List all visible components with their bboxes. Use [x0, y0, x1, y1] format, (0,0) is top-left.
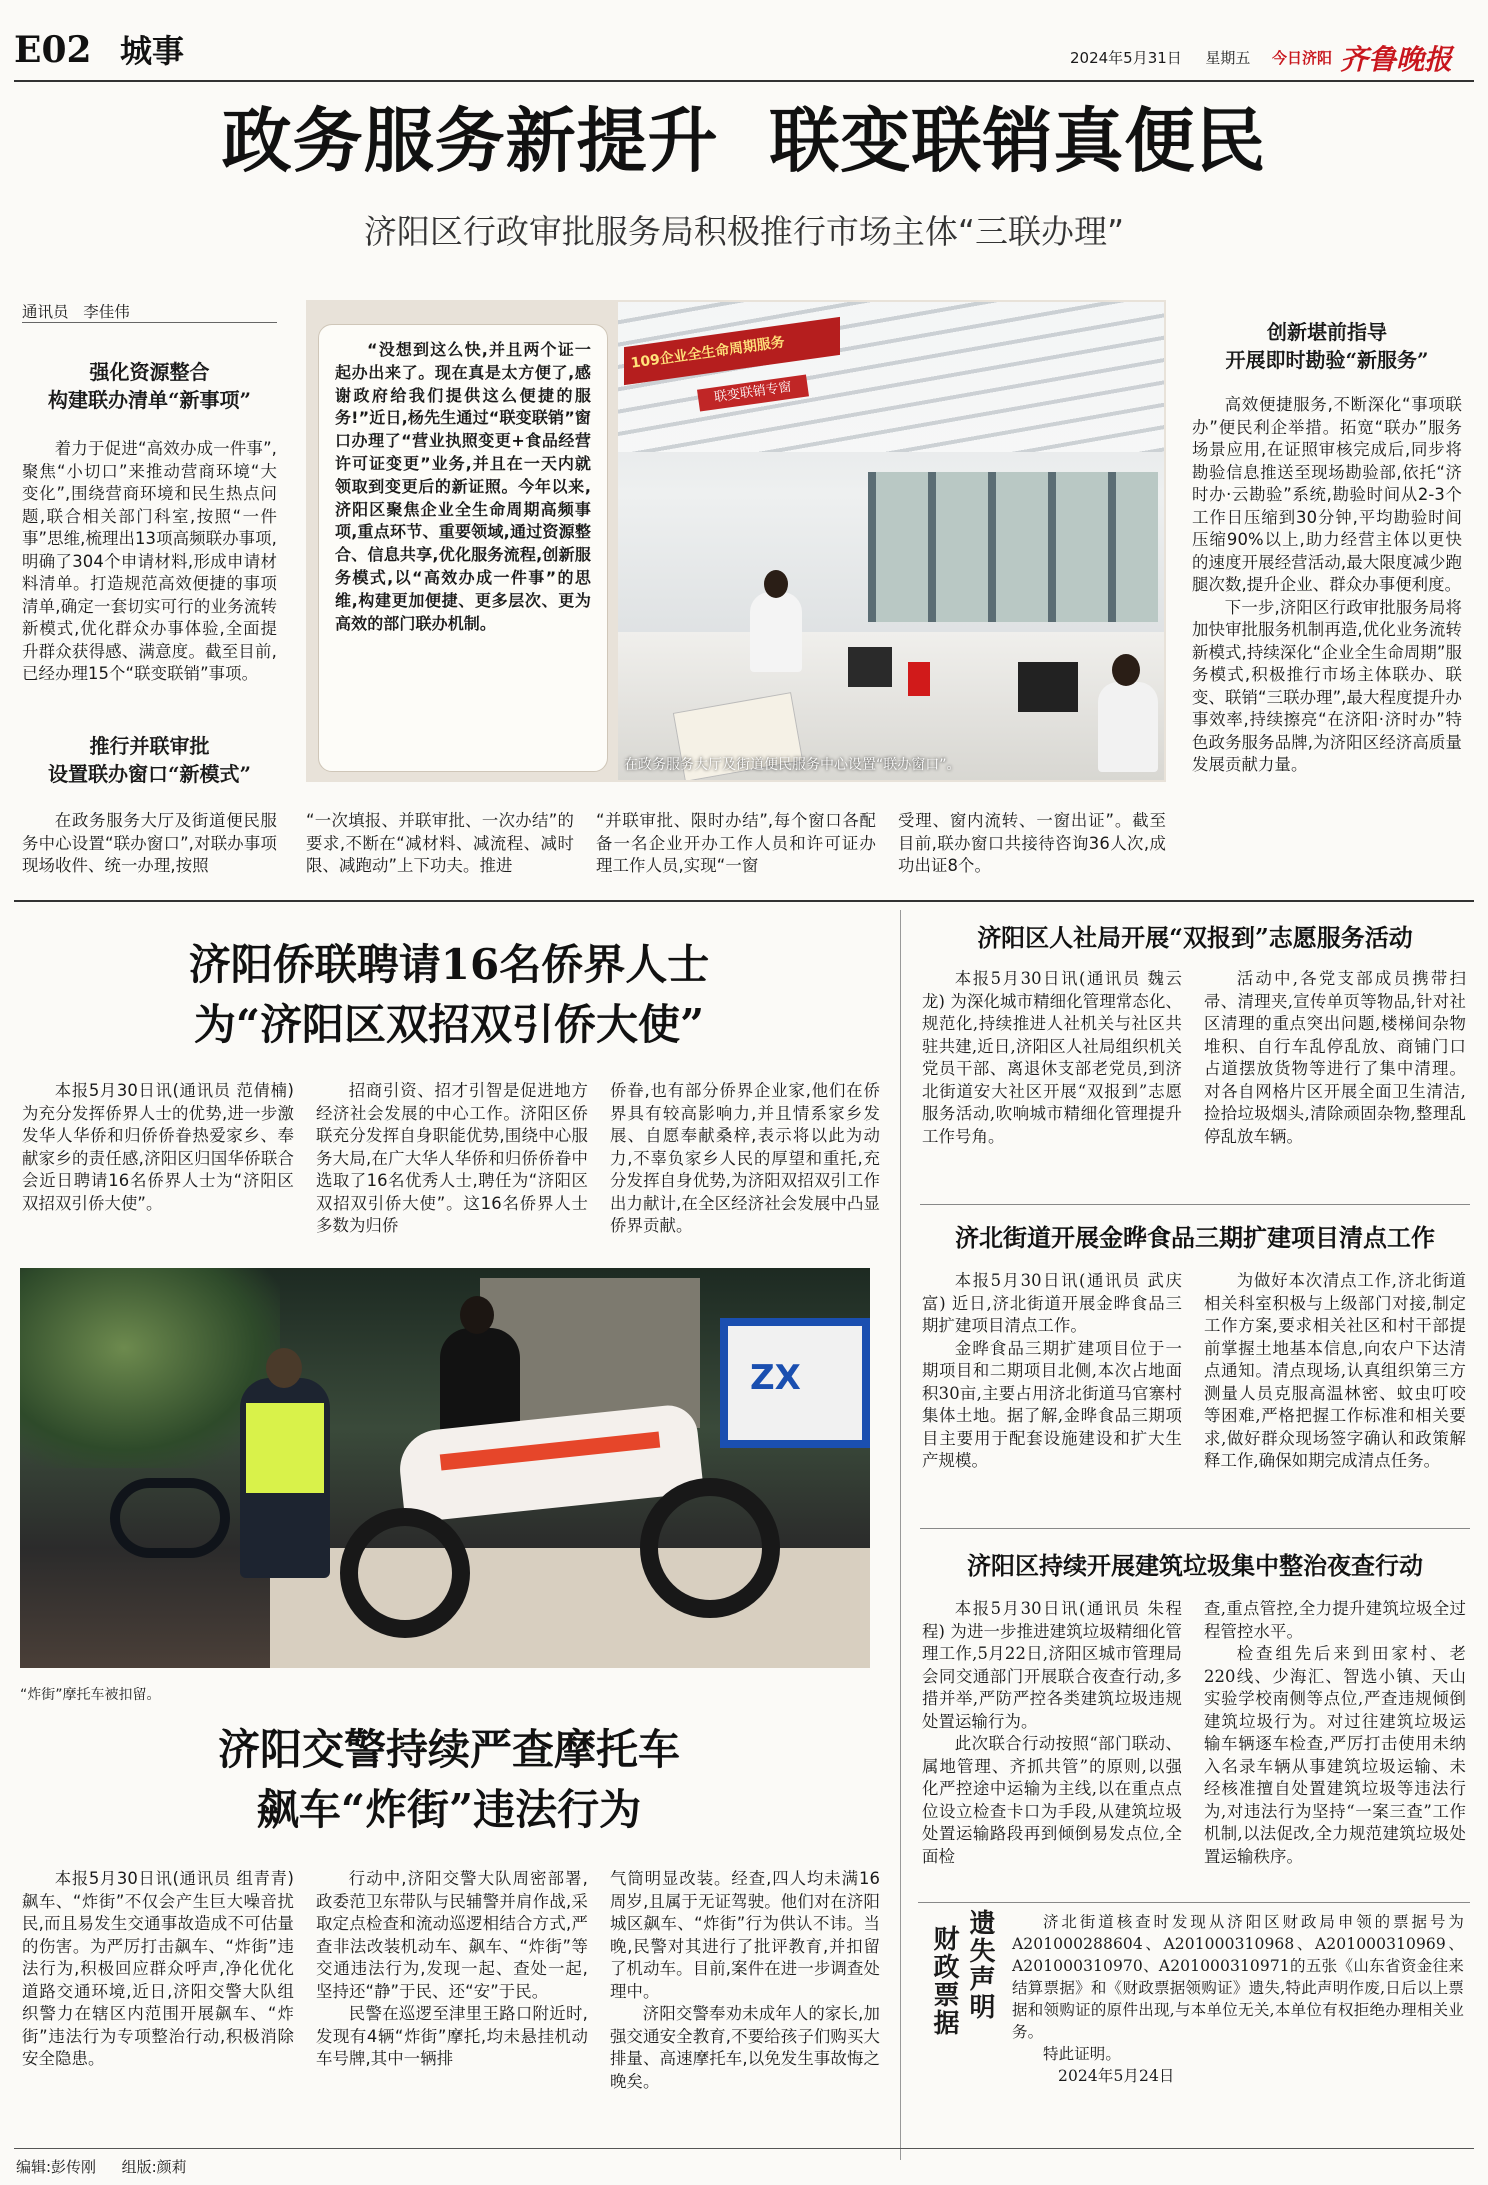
notice-title-left: 财政票据	[929, 1925, 959, 2037]
lead-col4-text: 受理、窗内流转、一窗出证”。截至目前,联办窗口共接待咨询36人次,成功出证8个。	[898, 811, 1166, 875]
moto-wheel-rear	[640, 1478, 780, 1618]
byline-rule	[22, 322, 277, 323]
lead-sec1-title: 强化资源整合 构建联办清单“新事项”	[47, 360, 251, 412]
moto-wheel-front	[340, 1508, 470, 1638]
laji-col1: 本报5月30日讯(通讯员 朱程程) 为进一步推进建筑垃圾精细化管理工作,5月22日,济阳区城市管理局会同交通部门开展联合夜查行动,多措并举,严防严控各类建筑垃圾违规处置运输行为。 此次联合行动按照“部门联动、属地管理、齐抓共管”的原则,以强化严控途中运输为主线,以在重点点位设立检查卡口为手段,从建筑垃圾处置运输路段再到倾倒易发点位,全面检	[922, 1599, 1182, 1866]
jinye-headline: 济北街道开展金晔食品三期扩建项目清点工作	[955, 1223, 1435, 1252]
moto-headline: 济阳交警持续严查摩托车 飙车“炸街”违法行为	[217, 1725, 680, 1834]
lead-subhead: 济阳区行政审批服务局积极推行市场主体“三联办理”	[363, 212, 1125, 251]
moto-col1: 本报5月30日讯(通讯员 组青青) 飙车、“炸街”不仅会产生巨大噪音扰民,而且易发生交通事故造成不可估量的伤害。为严厉打击飙车、“炸街”违法行为,积极回应群众呼声,净化优化道路交通环境,近日,济阳交警大队组织警力在辖区内范围开展飙车、“炸街”违法行为专项整治行动,积极消除安全隐患。	[22, 1869, 294, 2068]
renshe-rule	[920, 1204, 1470, 1205]
page-number: E02	[14, 29, 92, 71]
staff-2-head	[1112, 654, 1140, 686]
footer-editor: 编辑:彭传刚	[16, 2158, 97, 2176]
lead-quote-text: “没想到这么快,并且两个证一起办出来了。现在真是太方便了,感谢政府给我们提供这么便捷的服务!”近日,杨先生通过“联变联销”窗口办理了“营业执照变更+食品经营许可证变更”业务,并且在一天内就领取到变更后的新证照。今年以来,济阳区聚焦企业全生命周期高频事项,重点环节、重要领域,通过资源整合、信息共享,优化服务流程,创新服务模式,以“高效办成一件事”的思维,构建更加便捷、更多层次、更为高效的部门联办机制。	[335, 340, 591, 633]
lead-sec3-text: 高效便捷服务,不断深化“事项联办”便民利企举措。拓宽“联办”服务场景应用,在证照审核完成后,同步将勘验信息推送至现场勘验部,依托“济时办·云勘验”系统,勘验时间从2-3个工作日压缩到30分钟,平均勘验时间压缩90%以上,助力经营主体以更快的速度开展经营活动,最大限度减少跑腿次数,提升企业、群众办事便利度。 下一步,济阳区行政审批服务局将加快审批服务机制再造,优化业务流转新模式,持续深化“企业全生命周期”服务模式,积极推行市场主体联办、联变、联销“三联办理”,最大程度提升办事效率,持续擦亮“在济阳·济时办”特色政务服务品牌,为济阳区经济高质量发展贡献力量。	[1192, 395, 1462, 774]
helper-head	[460, 1296, 494, 1334]
laji-headline: 济阳区持续开展建筑垃圾集中整治夜查行动	[967, 1551, 1423, 1580]
banner-text: 109企业全生命周期服务	[629, 334, 786, 372]
lead-sec2-title: 推行并联审批 设置联办窗口“新模式”	[47, 734, 251, 786]
lower-col-divider	[900, 910, 901, 2160]
footer-rule	[14, 2148, 1474, 2149]
notice-box	[918, 1902, 1470, 2138]
window-sign: 联变联销专窗	[697, 374, 809, 411]
staff-1-head	[764, 570, 788, 598]
lead-sec3-title: 创新堪前指导 开展即时勘验“新服务”	[1225, 320, 1429, 372]
staff-2	[1098, 682, 1158, 772]
header-rule	[14, 80, 1474, 82]
header-edition: 今日济阳	[1271, 49, 1332, 67]
lead-quote-card	[318, 324, 608, 772]
renshe-col2: 活动中,各党支部成员携带扫帚、清理夹,宣传单页等物品,针对社区清理的重点突出问题,楼梯间杂物堆积、自行车乱停乱放、商铺门口占道摆放货物等进行了集中清理。对各自网格片区开展全面卫生清洁,捡拾垃圾烟头,清除顽固杂物,整理乱停乱放车辆。	[1204, 969, 1466, 1146]
lead-col2-text: “一次填报、并联审批、一次办结”的要求,不断在“减材料、减流程、减时限、减跑动”上下功夫。推进	[306, 811, 574, 875]
ceiling	[618, 302, 1164, 452]
renshe-headline: 济阳区人社局开展“双报到”志愿服务活动	[977, 923, 1413, 952]
moto-photo-caption: “炸街”摩托车被扣留。	[20, 1687, 161, 1703]
lead-feature-box	[306, 300, 1166, 782]
monitor-1	[1018, 662, 1078, 712]
lead-headline: 政务服务新提升 联变联销真便民	[221, 99, 1267, 182]
jinye-col2: 为做好本次清点工作,济北街道相关科室积极与上级部门对接,制定工作方案,要求相关社区和村干部提前掌握土地基本信息,向农户下达清点通知。清点现场,认真组织第三方测量人员克服高温林密、蚊虫叮咬等困难,严格把握工作标准和相关要求,做好群众现场签字确认和政策解释工作,确保如期完成清点任务。	[1204, 1271, 1466, 1470]
notice-text: 济北街道核查时发现从济阳区财政局申领的票据号为A201000288604、A201000310968、A201000310969、A201000310970、A201000310971的五张《山东省资金往来结算票据》和《财政票据领购证》遗失,特此声明作废,日后以上票据和领购证的原件出现,与本单位无关,本单位有权拒绝办理相关业务。 特此证明。 2024年5月24日	[1012, 1913, 1464, 2085]
header-date: 2024年5月31日	[1070, 49, 1182, 67]
laji-col2: 查,重点管控,全力提升建筑垃圾全过程管控水平。 检查组先后来到田家村、老220线、少海汇、智选小镇、天山实验学校南侧等点位,严查违规倾倒建筑垃圾行为。对过往建筑垃圾运输车辆逐车检查,严厉打击使用未纳入名录车辆从事建筑垃圾运输、未经核准擅自处置建筑垃圾等违法行为,对违法行为坚持“一案三查”工作机制,以法促改,全力规范建筑垃圾处置运输秩序。	[1204, 1599, 1466, 1866]
jinye-rule	[920, 1528, 1470, 1529]
footer-layout: 组版:颜莉	[121, 2158, 187, 2176]
windows	[868, 472, 1158, 622]
footer-credits	[16, 2156, 187, 2177]
moto-photo	[20, 1268, 870, 1668]
moto-bg-bike	[110, 1478, 230, 1558]
renshe-col1: 本报5月30日讯(通讯员 魏云龙) 为深化城市精细化管理常态化、规范化,持续推进人社机关与社区共驻共建,近日,济阳区人社局组织机关党员干部、离退休支部老党员,到济北街道安大社区开展“双报到”志愿服务活动,吹响城市精细化管理提升工作号角。	[922, 969, 1182, 1146]
lead-sec2-text: 在政务服务大厅及街道便民服务中心设置“联办窗口”,对联办事项现场收件、统一办理,按照	[22, 811, 277, 875]
staff-1	[750, 592, 802, 672]
moto-col2: 行动中,济阳交警大队周密部署,政委范卫东带队与民辅警并肩作战,采取定点检查和流动巡逻相结合方式,严查非法改装机动车、飙车、“炸街”等交通违法行为,发现一起、查处一起,坚持还“静”于民、还“安”于民。 民警在巡逻至津里王路口附近时,发现有4辆“炸街”摩托,均未悬挂机动车号牌,其中一辆排	[316, 1869, 588, 2068]
header-meta	[1070, 48, 1332, 68]
notice-title-right: 遗失声明	[965, 1909, 995, 2021]
qiaolian-col2: 招商引资、招才引智是促进地方经济社会发展的中心工作。济阳区侨联充分发挥自身职能优势,围绕中心服务大局,在广大华人华侨和归侨侨眷中选取了16名优秀人士,聘任为“济阳区双招双引侨大使”。这16名侨界人士多数为归侨	[316, 1081, 588, 1235]
officer-vest	[246, 1403, 324, 1493]
police-sign-text: ZX	[750, 1358, 801, 1398]
qiaolian-col1: 本报5月30日讯(通讯员 范倩楠) 为充分发挥侨界人士的优势,进一步激发华人华侨和归侨侨眷热爱家乡、奉献家乡的责任感,济阳区归国华侨联合会近日聘请16名侨界人士为“济阳区双招双引侨大使”。	[22, 1081, 294, 1213]
officer-head	[266, 1348, 302, 1388]
moto-col3: 气筒明显改装。经查,四人均未满16周岁,且属于无证驾驶。他们对在济阳城区飙车、“炸街”行为供认不讳。当晚,民警对其进行了批评教育,并扣留了机动车。目前,案件在进一步调查处理中。 济阳交警奉劝未成年人的家长,加强交通安全教育,不要给孩子们购买大排量、高速摩托车,以免发生事故悔之晚矣。	[610, 1869, 880, 2091]
header-weekday: 星期五	[1205, 49, 1251, 67]
jinye-col1: 本报5月30日讯(通讯员 武庆富) 近日,济北街道开展金晔食品三期扩建项目清点工作。 金晔食品三期扩建项目位于一期项目和二期项目北侧,本次占地面积30亩,主要占用济北街道马官寨村集体土地。据了解,金晔食品三期项目主要用于配套设施建设和扩大生产规模。	[922, 1271, 1182, 1470]
qiaolian-headline: 济阳侨联聘请16名侨界人士 为“济阳区双招双引侨大使”	[188, 940, 710, 1049]
lead-sec1-text: 着力于促进“高效办成一件事”,聚焦“小切口”来推动营商环境“大变化”,围绕营商环境和民生热点问题,联合相关部门科室,按照“一件事”思维,梳理出13项高频联办事项,明确了304个申请材料,形成申请材料清单。打造规范高效便捷的事项清单,确定一套切实可行的业务流转新模式,优化群众办事体验,全面提升群众获得感、满意度。截至目前,已经办理15个“联变联销”事项。	[22, 439, 277, 683]
lead-photo-caption: 在政务服务大厅及街道便民服务中心设置“联办窗口”。	[624, 757, 961, 773]
section-name: 城事	[120, 32, 185, 70]
flag	[908, 662, 930, 696]
lead-bottom-rule	[14, 900, 1474, 902]
qiaolian-col3: 侨眷,也有部分侨界企业家,他们在侨界具有较高影响力,并且情系家乡发展、自愿奉献桑梓,表示将以此为动力,不辜负家乡人民的厚望和重托,充分发挥自身优势,为济阳双招双引工作出力献计,在全区经济社会发展中凸显侨界贡献。	[610, 1081, 880, 1235]
paper-logo: 齐鲁晚报	[1340, 43, 1453, 76]
lead-byline: 通讯员 李佳伟	[22, 303, 130, 321]
monitor-2	[848, 647, 892, 687]
lead-col3-text: “并联审批、限时办结”,每个窗口各配备一名企业开办工作人员和许可证办理工作人员,实现“一窗	[596, 811, 876, 875]
lead-office-photo	[618, 302, 1164, 780]
